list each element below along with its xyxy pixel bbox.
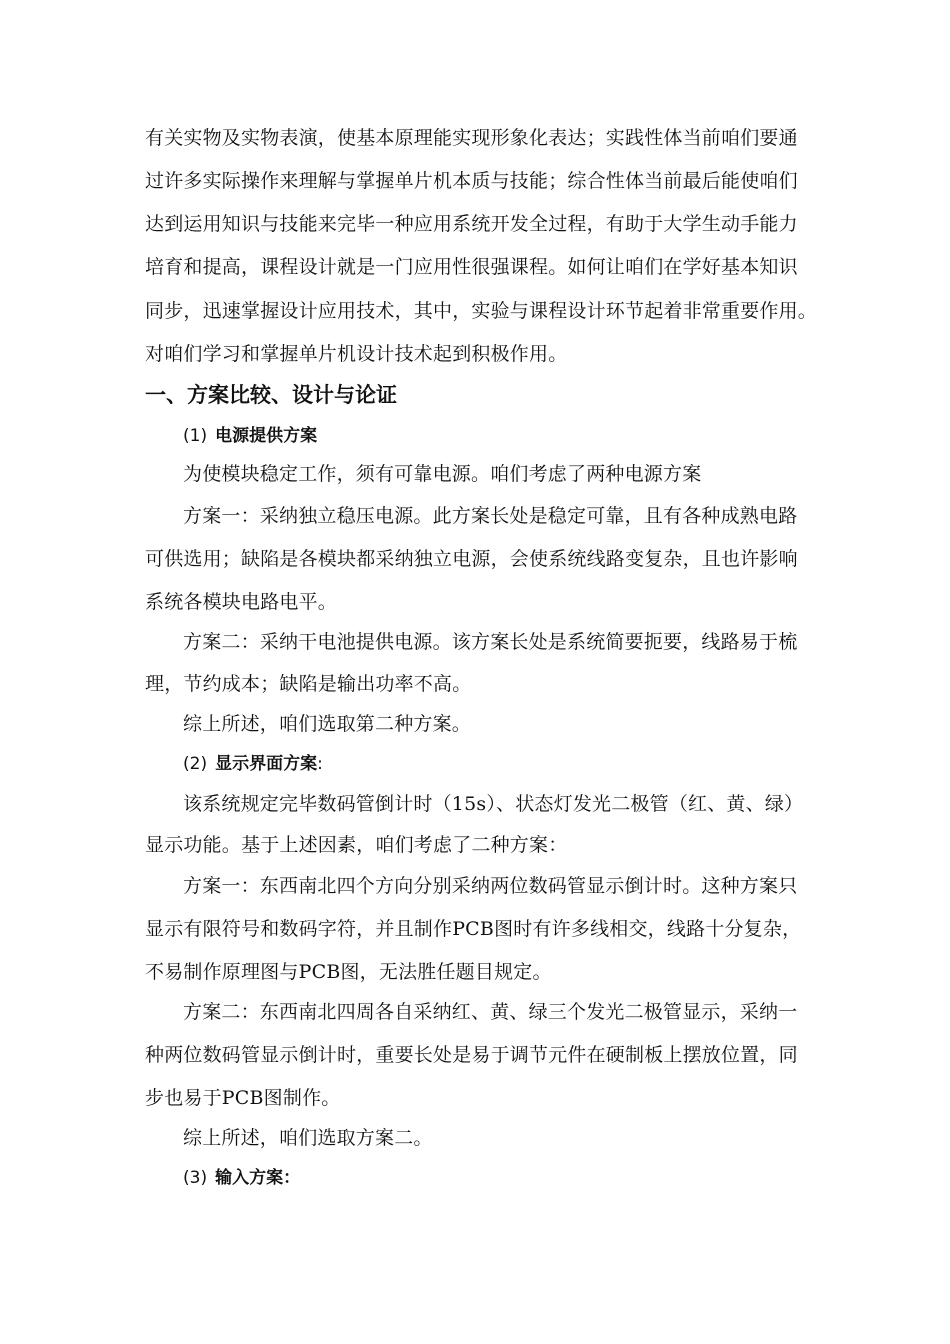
intro-line-5: 同步，迅速掌握设计应用技术，其中，实验与课程设计环节起着非常重要作用。 [145, 300, 818, 322]
intro-line-4: 培育和提高，课程设计就是一门应用性很强课程。如何让咱们在学好基本知识 [145, 256, 798, 278]
input-title: 输入方案： [215, 1168, 301, 1188]
intro-line-1: 有关实物及实物表演，使基本原理能实现形象化表达；实践性体当前咱们要通 [145, 127, 798, 149]
display-lead-line-2: 显示功能。基于上述因素，咱们考虑了二种方案： [145, 834, 568, 856]
display-subheading [183, 750, 323, 778]
display-num: (2) [183, 754, 208, 774]
display-title: 显示界面方案 [215, 754, 318, 774]
display-option1-line-2: 显示有限符号和数码字符，并且制作PCB图时有许多线相交，线路十分复杂， [145, 918, 802, 940]
intro-line-3: 达到运用知识与技能来完毕一种应用系统开发全过程，有助于大学生动手能力 [145, 213, 798, 235]
display-option2-line-2: 种两位数码管显示倒计时，重要长处是易于调节元件在硬制板上摆放位置，同 [145, 1044, 798, 1066]
display-conclusion: 综上所述，咱们选取方案二。 [183, 1127, 433, 1149]
display-lead-line-1: 该系统规定完毕数码管倒计时（15s）、状态灯发光二极管（红、黄、绿） [183, 793, 804, 815]
display-colon: : [317, 754, 323, 774]
power-title: 电源提供方案 [215, 426, 318, 446]
intro-line-6: 对咱们学习和掌握单片机设计技术起到积极作用。 [145, 343, 568, 365]
power-option2-line-2: 理，节约成本；缺陷是输出功率不高。 [145, 673, 472, 695]
power-subheading [183, 422, 317, 450]
input-num: (3) [183, 1168, 208, 1188]
display-option2-line-1: 方案二：东西南北四周各自采纳红、黄、绿三个发光二极管显示，采纳一 [183, 1001, 798, 1023]
display-option2-line-3: 步也易于PCB图制作。 [145, 1087, 341, 1109]
power-conclusion: 综上所述，咱们选取第二种方案。 [183, 713, 472, 735]
power-option1-line-3: 系统各模块电路电平。 [145, 591, 338, 613]
power-lead: 为使模块稳定工作，须有可靠电源。咱们考虑了两种电源方案 [183, 463, 702, 485]
display-option1-line-3: 不易制作原理图与PCB图，无法胜任题目规定。 [145, 961, 552, 983]
power-option1-line-2: 可供选用；缺陷是各模块都采纳独立电源，会使系统线路变复杂，且也许影响 [145, 548, 798, 570]
display-option1-line-1: 方案一：东西南北四个方向分别采纳两位数码管显示倒计时。这种方案只 [183, 875, 798, 897]
input-subheading [183, 1164, 300, 1192]
intro-line-2: 过许多实际操作来理解与掌握单片机本质与技能；综合性体当前最后能使咱们 [145, 170, 798, 192]
power-option1-line-1: 方案一：采纳独立稳压电源。此方案长处是稳定可靠，且有各种成熟电路 [183, 505, 798, 527]
section-title: 一、方案比较、设计与论证 [145, 383, 397, 407]
power-num: (1) [183, 426, 208, 446]
power-option2-line-1: 方案二：采纳干电池提供电源。该方案长处是系统简要扼要，线路易于梳 [183, 631, 798, 653]
